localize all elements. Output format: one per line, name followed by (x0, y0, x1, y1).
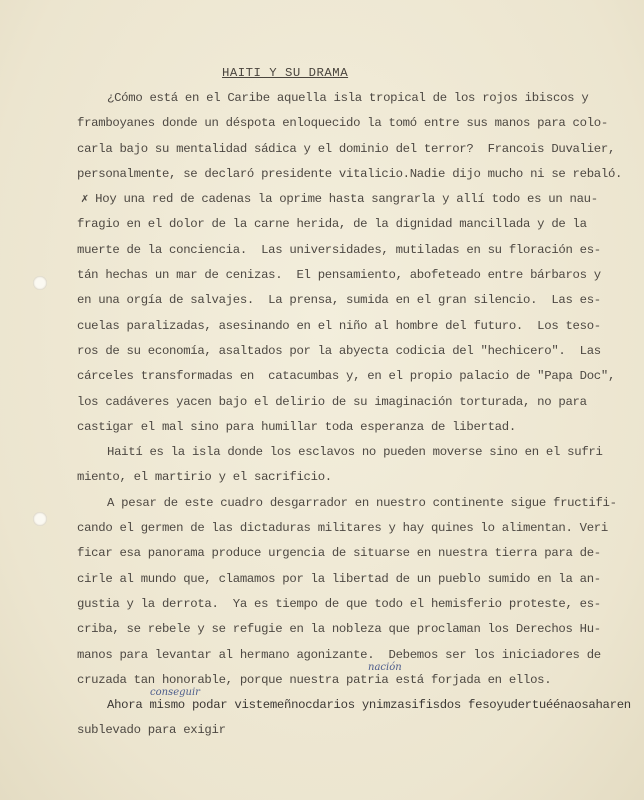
text-line: miento, el martirio y el sacrificio. (77, 470, 332, 485)
text-line: gustia y la derrota. Ya es tiempo de que todo el hemisferio proteste, es- (77, 596, 601, 611)
text-line: sublevado para exigir (77, 723, 226, 738)
text-line: cando el germen de las dictaduras militares y hay quines lo alimentan. Veri (77, 521, 608, 536)
handwritten-correction: conseguir (150, 687, 200, 698)
text-line: fragio en el dolor de la carne herida, de la dignidad mancillada y de la (77, 217, 587, 232)
text-line: muerte de la conciencia. Las universidades, mutiladas en su floración es- (77, 242, 601, 257)
text-line: A pesar de este cuadro desgarrador en nuestro continente sigue fructifi- (107, 495, 617, 510)
text-line: manos para levantar al hermano agonizante. Debemos ser los iniciadores de (77, 647, 601, 662)
document-body (77, 91, 631, 749)
text-line: ros de su economía, asaltados por la abyecta codicia del "hechicero". Las (77, 343, 601, 358)
text-line: carla bajo su mentalidad sádica y el dominio del terror? Francois Duvalier, (77, 141, 616, 156)
text-line: los cadáveres yacen bajo el delirio de su imaginación torturada, no para (77, 394, 587, 409)
text-line: personalmente, se declaró presidente vitalicio.Nadie dijo mucho ni se rebaló. (77, 166, 623, 181)
document-title: HAITI Y SU DRAMA (222, 66, 349, 80)
text-line: cárceles transformadas en catacumbas y, en el propio palacio de "Papa Doc", (77, 369, 616, 384)
text-line: cuelas paralizadas, asesinando en el niño al hombre del futuro. Los teso- (77, 318, 601, 333)
text-line: castigar el mal sino para humillar toda esperanza de libertad. (77, 419, 516, 434)
struck-text-line: Ahora mismo podar vistemeñnocdarios ynimzasifisdos fesoyudertuéénaosaharen (107, 698, 631, 713)
text-line: Haití es la isla donde los esclavos no pueden moverse sino en el sufri (107, 445, 603, 460)
punch-hole (33, 512, 47, 526)
handwritten-correction: nación (368, 661, 402, 673)
text-line: ¿Cómo está en el Caribe aquella isla tropical de los rojos ibiscos y (107, 91, 589, 105)
text-line: ✗ Hoy una red de cadenas la oprime hasta sangrarla y allí todo es un nau- (81, 192, 598, 207)
text-line: tán hechas un mar de cenizas. El pensamiento, abofeteado entre bárbaros y (77, 268, 601, 283)
text-line: en una orgía de salvajes. La prensa, sumida en el gran silencio. Las es- (77, 293, 601, 308)
text-line: ficar esa panorama produce urgencia de situarse en nuestra tierra para de- (77, 546, 601, 561)
text-line: cirle al mundo que, clamamos por la libertad de un pueblo sumido en la an- (77, 571, 601, 586)
punch-hole (33, 276, 47, 290)
text-line: criba, se rebele y se refugie en la nobleza que proclaman los Derechos Hu- (77, 622, 601, 637)
text-line: framboyanes donde un déspota enloquecido la tomó entre sus manos para colo- (77, 116, 608, 131)
text-line: cruzada tan honorable, porque nuestra patria está forjada en ellos. (77, 672, 552, 687)
